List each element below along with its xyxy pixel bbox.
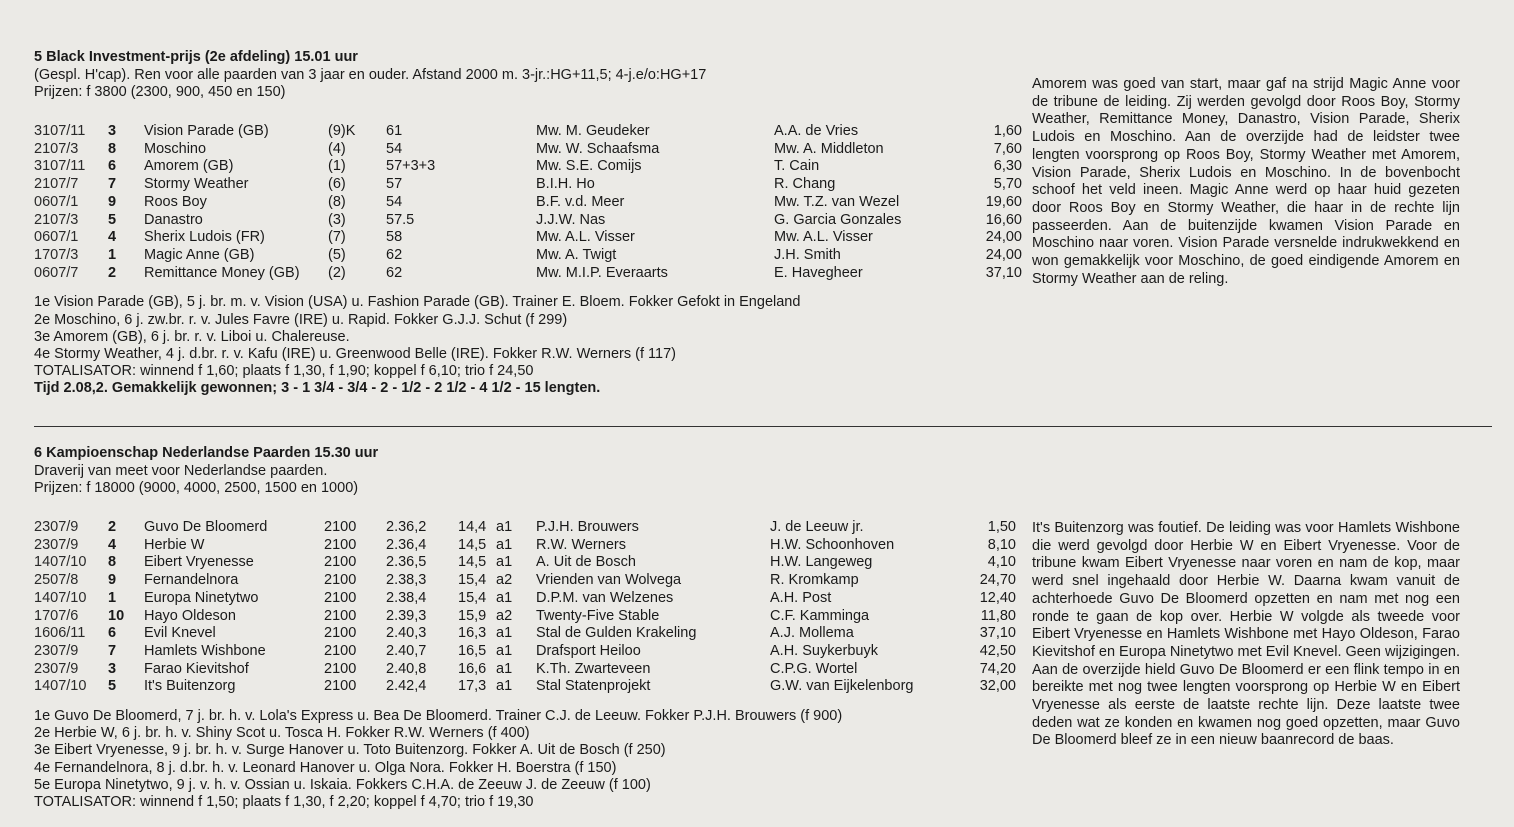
- runner-draw: (7): [328, 229, 346, 246]
- runner-code: 0607/7: [34, 264, 79, 281]
- race-6-totalisator: TOTALISATOR: winnend f 1,50; plaats f 1,30, f 2,20; koppel f 4,70; trio f 19,30: [34, 794, 534, 811]
- runner-row: [34, 229, 1022, 247]
- runner-draw: (2): [328, 264, 346, 281]
- runner-horse: Vision Parade (GB): [144, 123, 269, 139]
- runner-code: 2107/3: [34, 140, 79, 157]
- runner-dist: 2100: [324, 642, 357, 659]
- race-6-placing-4: 4e Fernandelnora, 8 j. d.br. h. v. Leonard Hanover u. Olga Nora. Fokker H. Boerstra (f 150): [34, 759, 617, 776]
- runner-num: 6: [108, 625, 117, 642]
- runner-odds: 8,10: [987, 536, 1016, 553]
- runner-owner: Drafsport Heiloo: [536, 642, 641, 659]
- runner-km: 14,4: [458, 519, 487, 535]
- race-5-notes: [34, 294, 1514, 397]
- runner-row: [34, 247, 1022, 265]
- race-6-conditions: Draverij van meet voor Nederlandse paarden.: [34, 463, 328, 479]
- runner-odds: 1,60: [993, 123, 1022, 139]
- runner-num: 10: [108, 607, 125, 624]
- runner-weight: 58: [386, 229, 403, 246]
- runner-code: 2307/9: [34, 519, 79, 535]
- runner-horse: It's Buitenzorg: [144, 678, 236, 695]
- runner-draw: (4): [328, 140, 346, 157]
- race-5-conditions: (Gespl. H'cap). Ren voor alle paarden van 3 jaar en ouder. Afstand 2000 m. 3-jr.:HG+11,5; 4-j.e/o:HG+17: [34, 67, 707, 83]
- runner-time: 2.38,3: [386, 572, 427, 589]
- runner-trainer: E. Havegheer: [774, 264, 863, 281]
- runner-odds: 11,80: [980, 607, 1016, 624]
- runner-num: 2: [108, 264, 117, 281]
- runner-row: [34, 661, 1016, 679]
- runner-odds: 16,60: [985, 211, 1022, 228]
- race-6-report: It's Buitenzorg was foutief. De leiding was voor Hamlets Wishbone die werd gevolgd door Herbie W en Eibert Vryenesse. Voor de tribune kwam Eibert Vryenesse naar voren en nam de kop, maar werd snel ingehaald door Herbie W. Daarna kwam vanuit de achterhoede Guvo De Bloomerd opzetten en nam met nog een ronde te gaan de kop over. Herbie W volgde als tweede voor Eibert Vryenesse en Hamlets Wishbone met Hayo Oldeson, Farao Kievitshof en Europa Ninetytwo met Evil Knevel. Geen wijzigingen. Aan de overzijde hield Guvo De Bloomerd er een flink tempo in en bereikte met nog twee lengten voorsprong op Herbie W en Eibert Vryenesse als eerste de laatste rechte lijn. Deze laatste twee deden wat ze konden en kwamen nog goed opzetten, maar Guvo De Bloomerd bleef ze in een nieuw baanrecord de baas.: [1032, 520, 1460, 749]
- race-6-prizes: Prijzen: f 18000 (9000, 4000, 2500, 1500 en 1000): [34, 480, 359, 496]
- runner-time: 2.39,3: [386, 607, 427, 624]
- runner-time: 2.38,4: [386, 589, 427, 606]
- runner-horse: Eibert Vryenesse: [144, 554, 254, 571]
- runner-horse: Danastro: [144, 211, 203, 228]
- runner-jockey: Mw. S.E. Comijs: [536, 158, 642, 175]
- runner-driver: J. de Leeuw jr.: [770, 519, 864, 535]
- runner-horse: Roos Boy: [144, 193, 207, 210]
- runner-jockey: B.F. v.d. Meer: [536, 193, 625, 210]
- runner-time: 2.40,3: [386, 625, 427, 642]
- runner-time: 2.36,5: [386, 554, 427, 571]
- runner-odds: 1,50: [987, 519, 1016, 535]
- runner-code: 0607/1: [34, 193, 79, 210]
- runner-horse: Europa Ninetytwo: [144, 589, 259, 606]
- runner-code: 1407/10: [34, 678, 87, 695]
- runner-start: a1: [496, 519, 513, 535]
- runner-time: 2.40,7: [386, 642, 427, 659]
- runner-row: [34, 590, 1016, 608]
- race-5-placing-1: 1e Vision Parade (GB), 5 j. br. m. v. Vision (USA) u. Fashion Parade (GB). Trainer E. Bloem. Fokker Gefokt in Engeland: [34, 294, 801, 311]
- race-5-placing-3: 3e Amorem (GB), 6 j. br. r. v. Liboi u. Chalereuse.: [34, 328, 350, 345]
- runner-start: a1: [496, 678, 513, 695]
- runner-dist: 2100: [324, 589, 357, 606]
- runner-weight: 62: [386, 246, 403, 263]
- runner-odds: 7,60: [993, 140, 1022, 157]
- runner-trainer: R. Chang: [774, 176, 836, 193]
- runner-num: 7: [108, 176, 117, 193]
- runner-jockey: Mw. W. Schaafsma: [536, 140, 660, 157]
- runner-code: 1407/10: [34, 554, 87, 571]
- runner-horse: Remittance Money (GB): [144, 264, 300, 281]
- runner-row: [34, 123, 1022, 141]
- runner-start: a2: [496, 607, 513, 624]
- runner-row: [34, 519, 1016, 537]
- runner-horse: Stormy Weather: [144, 176, 249, 193]
- runner-odds: 37,10: [979, 625, 1016, 642]
- runner-draw: (3): [328, 211, 346, 228]
- runner-num: 8: [108, 140, 117, 157]
- race-5-placing-4: 4e Stormy Weather, 4 j. d.br. r. v. Kafu (IRE) u. Greenwood Belle (IRE). Fokker R.W. Werners (f 117): [34, 345, 676, 362]
- runner-code: 2307/9: [34, 536, 79, 553]
- runner-trainer: G. Garcia Gonzales: [774, 211, 902, 228]
- runner-odds: 6,30: [993, 158, 1022, 175]
- runner-driver: C.P.G. Wortel: [770, 660, 858, 677]
- runner-odds: 24,00: [985, 229, 1022, 246]
- runner-row: [34, 176, 1022, 194]
- runner-driver: A.H. Post: [770, 589, 832, 606]
- runner-km: 17,3: [458, 678, 487, 695]
- runner-code: 2107/3: [34, 211, 79, 228]
- runner-horse: Magic Anne (GB): [144, 246, 255, 263]
- runner-weight: 61: [386, 123, 403, 139]
- runner-km: 15,4: [458, 572, 487, 589]
- runner-code: 1606/11: [34, 625, 86, 642]
- runner-row: [34, 194, 1022, 212]
- runner-trainer: Mw. A. Middleton: [774, 140, 884, 157]
- runner-horse: Amorem (GB): [144, 158, 234, 175]
- race-6-placing-5: 5e Europa Ninetytwo, 9 j. v. h. v. Ossian u. Iskaia. Fokkers C.H.A. de Zeeuw J. de Zeeuw (f 100): [34, 776, 651, 793]
- runner-horse: Herbie W: [144, 536, 205, 553]
- runner-weight: 57.5: [386, 211, 415, 228]
- runner-jockey: Mw. A.L. Visser: [536, 229, 635, 246]
- runner-row: [34, 608, 1016, 626]
- runner-num: 4: [108, 229, 117, 246]
- runner-draw: (1): [328, 158, 346, 175]
- runner-owner: Stal de Gulden Krakeling: [536, 625, 697, 642]
- runner-code: 1407/10: [34, 589, 87, 606]
- runner-driver: A.H. Suykerbuyk: [770, 642, 878, 659]
- runner-owner: K.Th. Zwarteveen: [536, 660, 651, 677]
- runner-km: 14,5: [458, 536, 487, 553]
- runner-owner: R.W. Werners: [536, 536, 626, 553]
- runner-start: a1: [496, 642, 513, 659]
- runner-time: 2.36,2: [386, 519, 427, 535]
- runner-code: 1707/3: [34, 246, 79, 263]
- race-6-placing-3: 3e Eibert Vryenesse, 9 j. br. h. v. Surge Hanover u. Toto Buitenzorg. Fokker A. Uit de Bosch (f 250): [34, 742, 666, 759]
- runner-dist: 2100: [324, 607, 357, 624]
- runner-weight: 54: [386, 140, 403, 157]
- runner-trainer: Mw. A.L. Visser: [774, 229, 873, 246]
- runner-trainer: T. Cain: [774, 158, 820, 175]
- runner-horse: Sherix Ludois (FR): [144, 229, 265, 246]
- runner-odds: 24,00: [985, 246, 1022, 263]
- section-divider: [34, 426, 1492, 427]
- runner-odds: 24,70: [979, 572, 1016, 589]
- runner-odds: 42,50: [979, 642, 1016, 659]
- runner-owner: A. Uit de Bosch: [536, 554, 636, 571]
- runner-row: [34, 625, 1016, 643]
- runner-km: 16,3: [458, 625, 487, 642]
- runner-weight: 54: [386, 193, 403, 210]
- race-5-time: Tijd 2.08,2. Gemakkelijk gewonnen; 3 - 1 3/4 - 3/4 - 2 - 1/2 - 2 1/2 - 4 1/2 - 15 lengten.: [34, 380, 601, 397]
- runner-row: [34, 158, 1022, 176]
- runner-km: 15,4: [458, 589, 487, 606]
- runner-time: 2.40,8: [386, 660, 427, 677]
- runner-odds: 12,40: [979, 589, 1016, 606]
- runner-row: [34, 141, 1022, 159]
- runner-dist: 2100: [324, 554, 357, 571]
- runner-horse: Fernandelnora: [144, 572, 239, 589]
- runner-km: 16,5: [458, 642, 487, 659]
- runner-jockey: J.J.W. Nas: [536, 211, 606, 228]
- runner-km: 16,6: [458, 660, 487, 677]
- runner-jockey: B.I.H. Ho: [536, 176, 595, 193]
- runner-num: 3: [108, 123, 117, 139]
- runner-dist: 2100: [324, 536, 357, 553]
- runner-num: 9: [108, 572, 117, 589]
- race-5-report: Amorem was goed van start, maar gaf na strijd Magic Anne voor de tribune de leiding. Zij werden gevolgd door Roos Boy, Stormy Weather, Remittance Money, Danastro, Vision Parade, Sherix Ludois en Moschino. Aan de overzijde had de leidster twee lengten voorsprong op Roos Boy, Stormy Weather met Amorem, Vision Parade, Sherix Ludois en Moschino. In de bovenbocht schoof het veld ineen. Magic Anne werd op haar huid gezeten door Roos Boy en Stormy Weather, die haar in de rechte lijn passeerden. Aan de buitenzijde kwamen Vision Parade en Moschino naar voren. Vision Parade versnelde indrukwekkend en won gemakkelijk voor Moschino, de goed eindigende Amorem en Stormy Weather aan de reling.: [1032, 76, 1460, 287]
- runner-row: [34, 678, 1016, 696]
- runner-horse: Hayo Oldeson: [144, 607, 236, 624]
- race-6-results-table: [34, 519, 1016, 696]
- runner-num: 7: [108, 642, 117, 659]
- race-6-placing-2: 2e Herbie W, 6 j. br. h. v. Shiny Scot u. Tosca H. Fokker R.W. Werners (f 400): [34, 725, 530, 742]
- runner-odds: 74,20: [979, 660, 1016, 677]
- runner-draw: (6): [328, 176, 346, 193]
- runner-owner: P.J.H. Brouwers: [536, 519, 639, 535]
- runner-row: [34, 212, 1022, 230]
- runner-code: 2307/9: [34, 660, 79, 677]
- runner-owner: Vrienden van Wolvega: [536, 572, 682, 589]
- runner-trainer: Mw. T.Z. van Wezel: [774, 193, 900, 210]
- runner-code: 1707/6: [34, 607, 79, 624]
- runner-odds: 37,10: [985, 264, 1022, 281]
- race-6-placing-1: 1e Guvo De Bloomerd, 7 j. br. h. v. Lola's Express u. Bea De Bloomerd. Trainer C.J. de Leeuw. Fokker P.J.H. Brouwers (f 900): [34, 708, 843, 725]
- runner-weight: 62: [386, 264, 403, 281]
- runner-start: a1: [496, 660, 513, 677]
- runner-row: [34, 643, 1016, 661]
- runner-driver: A.J. Mollema: [770, 625, 854, 642]
- runner-num: 6: [108, 158, 117, 175]
- runner-num: 5: [108, 211, 117, 228]
- runner-driver: H.W. Schoonhoven: [770, 536, 895, 553]
- runner-odds: 19,60: [985, 193, 1022, 210]
- runner-start: a1: [496, 625, 513, 642]
- runner-row: [34, 537, 1016, 555]
- runner-draw: (9)K: [328, 123, 356, 139]
- runner-num: 1: [108, 246, 117, 263]
- runner-dist: 2100: [324, 625, 357, 642]
- runner-code: 0607/1: [34, 229, 79, 246]
- runner-driver: C.F. Kamminga: [770, 607, 870, 624]
- runner-weight: 57+3+3: [386, 158, 436, 175]
- runner-horse: Moschino: [144, 140, 207, 157]
- runner-km: 14,5: [458, 554, 487, 571]
- race-5-totalisator: TOTALISATOR: winnend f 1,60; plaats f 1,30, f 1,90; koppel f 6,10; trio f 24,50: [34, 363, 534, 380]
- runner-code: 2307/9: [34, 642, 79, 659]
- runner-num: 2: [108, 519, 117, 535]
- race-6-title: 6 Kampioenschap Nederlandse Paarden 15.30 uur: [34, 445, 379, 461]
- runner-start: a1: [496, 554, 513, 571]
- runner-num: 1: [108, 589, 117, 606]
- race-5-results-table: [34, 123, 1022, 282]
- runner-time: 2.42,4: [386, 678, 427, 695]
- runner-num: 8: [108, 554, 117, 571]
- runner-driver: H.W. Langeweg: [770, 554, 873, 571]
- runner-row: [34, 572, 1016, 590]
- runner-trainer: J.H. Smith: [774, 246, 841, 263]
- runner-dist: 2100: [324, 660, 357, 677]
- runner-km: 15,9: [458, 607, 487, 624]
- runner-code: 2107/7: [34, 176, 79, 193]
- runner-driver: R. Kromkamp: [770, 572, 859, 589]
- runner-jockey: Mw. M.I.P. Everaarts: [536, 264, 668, 281]
- runner-dist: 2100: [324, 572, 357, 589]
- runner-horse: Evil Knevel: [144, 625, 216, 642]
- runner-owner: Stal Statenprojekt: [536, 678, 651, 695]
- runner-num: 4: [108, 536, 117, 553]
- runner-weight: 57: [386, 176, 403, 193]
- race-5-title: 5 Black Investment-prijs (2e afdeling) 15.01 uur: [34, 49, 358, 65]
- runner-num: 5: [108, 678, 117, 695]
- runner-jockey: Mw. M. Geudeker: [536, 123, 650, 139]
- runner-draw: (8): [328, 193, 346, 210]
- runner-draw: (5): [328, 246, 346, 263]
- runner-driver: G.W. van Eijkelenborg: [770, 678, 914, 695]
- runner-owner: D.P.M. van Welzenes: [536, 589, 674, 606]
- runner-row: [34, 554, 1016, 572]
- runner-code: 3107/11: [34, 123, 86, 139]
- runner-horse: Farao Kievitshof: [144, 660, 249, 677]
- runner-code: 2507/8: [34, 572, 79, 589]
- runner-dist: 2100: [324, 678, 357, 695]
- runner-start: a2: [496, 572, 513, 589]
- runner-start: a1: [496, 536, 513, 553]
- runner-num: 3: [108, 660, 117, 677]
- runner-jockey: Mw. A. Twigt: [536, 246, 617, 263]
- runner-dist: 2100: [324, 519, 357, 535]
- runner-num: 9: [108, 193, 117, 210]
- runner-row: [34, 265, 1022, 283]
- runner-odds: 5,70: [993, 176, 1022, 193]
- runner-horse: Hamlets Wishbone: [144, 642, 266, 659]
- runner-odds: 32,00: [979, 678, 1016, 695]
- runner-code: 3107/11: [34, 158, 86, 175]
- runner-start: a1: [496, 589, 513, 606]
- runner-horse: Guvo De Bloomerd: [144, 519, 268, 535]
- runner-owner: Twenty-Five Stable: [536, 607, 660, 624]
- race-5-placing-2: 2e Moschino, 6 j. zw.br. r. v. Jules Favre (IRE) u. Rapid. Fokker G.J.J. Schut (f 299): [34, 311, 568, 328]
- race-5-prizes: Prijzen: f 3800 (2300, 900, 450 en 150): [34, 84, 286, 100]
- runner-time: 2.36,4: [386, 536, 427, 553]
- runner-odds: 4,10: [987, 554, 1016, 571]
- runner-trainer: A.A. de Vries: [774, 123, 859, 139]
